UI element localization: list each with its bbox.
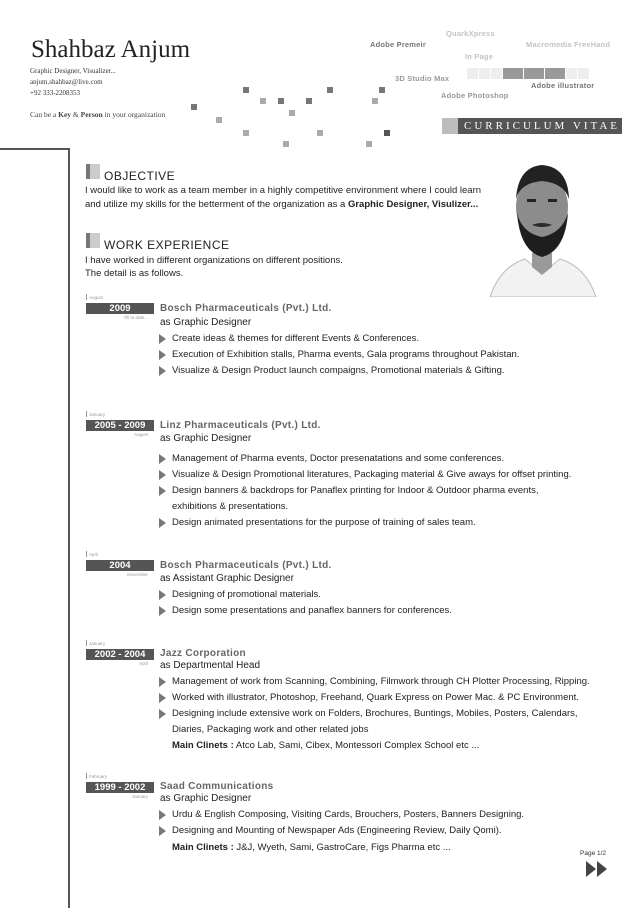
job-bullet: Designing and Mounting of Newspaper Ads (Engineering Review, Daily Qomi). bbox=[172, 825, 502, 836]
bullet-arrow-icon bbox=[159, 518, 166, 528]
company-name: Linz Pharmaceuticals (Pvt.) Ltd. bbox=[160, 420, 321, 431]
cv-banner-accent bbox=[442, 118, 458, 134]
job-years: 1999 - 2002 bbox=[86, 782, 154, 793]
job-role: as Departmental Head bbox=[160, 660, 261, 671]
job-role: as Graphic Designer bbox=[160, 793, 252, 804]
job-years: 2009 bbox=[86, 303, 154, 314]
job-clients: Main Clinets : J&J, Wyeth, Sami, GastroCare, Figs Pharma etc ... bbox=[172, 842, 451, 853]
start-month: August bbox=[89, 295, 104, 300]
start-month: January bbox=[89, 412, 106, 417]
job-bullet: Execution of Exhibition stalls, Pharma events, Gala programs throughout Pakistan. bbox=[172, 349, 520, 360]
next-page-icon[interactable] bbox=[586, 861, 596, 877]
experience-intro-1: I have worked in different organizations on different positions. bbox=[85, 255, 343, 266]
job-bullet: Designing of promotional materials. bbox=[172, 589, 321, 600]
skill-quarkxpress: QuarkXpress bbox=[446, 29, 495, 38]
bullet-arrow-icon bbox=[159, 810, 166, 820]
skill-premiere: Adobe Premeir bbox=[370, 40, 426, 49]
bullet-arrow-icon bbox=[159, 470, 166, 480]
job-bullet: Designing include extensive work on Folders, Brochures, Buntings, Mobiles, Posters, Calendars, bbox=[172, 708, 578, 719]
job-bullet: Design animated presentations for the purpose of training of sales team. bbox=[172, 517, 476, 528]
skill-illustrator: Adobe illustrator bbox=[531, 81, 595, 90]
job-bullet: Design some presentations and panaflex banners for conferences. bbox=[172, 605, 452, 616]
page-number: Page 1/2 bbox=[580, 850, 607, 857]
job-bullet: Visualize & Design Promotional literatures, Packaging material & Give aways for offset printing. bbox=[172, 469, 572, 480]
start-month: January bbox=[89, 641, 106, 646]
job-clients: Main Clinets : Atco Lab, Sami, Cibex, Montessori Complex School etc ... bbox=[172, 740, 480, 751]
bullet-arrow-icon bbox=[159, 334, 166, 344]
skill-3dsmax: 3D Studio Max bbox=[395, 74, 450, 83]
bullet-arrow-icon bbox=[159, 693, 166, 703]
job-years: 2005 - 2009 bbox=[86, 420, 154, 431]
start-month: April bbox=[89, 552, 99, 557]
designation: Graphic Designer, Visualizer... bbox=[30, 67, 116, 75]
bullet-arrow-icon bbox=[159, 709, 166, 719]
end-month: Till to date... bbox=[123, 315, 148, 320]
objective-line-2: and utilize my skills for the betterment of the organization as a Graphic Designer, Visulizer... bbox=[85, 199, 479, 210]
profile-photo bbox=[480, 155, 604, 297]
job-role: as Graphic Designer bbox=[160, 317, 252, 328]
job-bullet: Visualize & Design Product launch compaigns, Promotional materials & Gifting. bbox=[172, 365, 505, 376]
job-bullet-continuation: Diaries, Packaging work and other related jobs bbox=[172, 724, 369, 735]
next-page-icon[interactable] bbox=[597, 861, 607, 877]
candidate-name: Shahbaz Anjum bbox=[31, 36, 191, 63]
job-years: 2004 bbox=[86, 560, 154, 571]
company-name: Bosch Pharmaceuticals (Pvt.) Ltd. bbox=[160, 560, 332, 571]
bullet-arrow-icon bbox=[159, 677, 166, 687]
job-bullet: Management of Pharma events, Doctor presenatations and some conferences. bbox=[172, 453, 505, 464]
bullet-arrow-icon bbox=[159, 486, 166, 496]
timeline-top-rule bbox=[0, 148, 69, 150]
email-text: anjum.shahbaz@live.com bbox=[30, 78, 103, 86]
experience-marker bbox=[86, 233, 100, 248]
skill-freehand: Macromedia FreeHand bbox=[526, 40, 611, 49]
bullet-arrow-icon bbox=[159, 606, 166, 616]
job-years: 2002 - 2004 bbox=[86, 649, 154, 660]
objective-title: OBJECTIVE bbox=[104, 169, 176, 183]
end-month: December bbox=[127, 572, 148, 577]
job-bullet: Create ideas & themes for different Events & Conferences. bbox=[172, 333, 419, 344]
phone-text: +92 333-2208353 bbox=[30, 89, 81, 97]
skill-inpage: In Page bbox=[465, 52, 494, 61]
job-bullet-continuation: exhibitions & presentations. bbox=[172, 501, 289, 512]
timeline-rule bbox=[68, 148, 70, 908]
job-bullet: Worked with illustrator, Photoshop, Freehand, Quark Express on Power Mac. & PC Environment. bbox=[172, 692, 579, 703]
end-month: August bbox=[133, 432, 148, 437]
bullet-arrow-icon bbox=[159, 366, 166, 376]
job-bullet: Management of work from Scanning, Combining, Filmwork through CH Plotter Processing, Ripping. bbox=[172, 676, 590, 687]
bullet-arrow-icon bbox=[159, 826, 166, 836]
job-role: as Graphic Designer bbox=[160, 433, 252, 444]
thumbnail-strip bbox=[467, 68, 607, 79]
company-name: Bosch Pharmaceuticals (Pvt.) Ltd. bbox=[160, 303, 332, 314]
job-bullet: Urdu & English Composing, Visiting Cards, Brouchers, Posters, Banners Designing. bbox=[172, 809, 525, 820]
cv-banner-text: CURRICULUM VITAE bbox=[464, 120, 621, 132]
bullet-arrow-icon bbox=[159, 454, 166, 464]
tagline: Can be a Key & Person in your organization bbox=[30, 110, 166, 119]
objective-marker bbox=[86, 164, 100, 179]
skill-photoshop: Adobe Photoshop bbox=[441, 91, 509, 100]
bullet-arrow-icon bbox=[159, 590, 166, 600]
end-month: January bbox=[131, 794, 148, 799]
experience-intro-2: The detail is as follows. bbox=[85, 268, 184, 279]
end-month: April bbox=[138, 661, 148, 666]
company-name: Saad Communications bbox=[160, 781, 274, 792]
bullet-arrow-icon bbox=[159, 350, 166, 360]
company-name: Jazz Corporation bbox=[160, 648, 246, 659]
experience-title: WORK EXPERIENCE bbox=[104, 238, 230, 252]
start-month: February bbox=[89, 774, 108, 779]
objective-line-1: I would like to work as a team member in a highly competitive environment where I could learn bbox=[85, 185, 482, 196]
job-role: as Assistant Graphic Designer bbox=[160, 573, 294, 584]
job-bullet: Design banners & backdrops for Panaflex printing for Indoor & Outdoor pharma events, bbox=[172, 485, 539, 496]
